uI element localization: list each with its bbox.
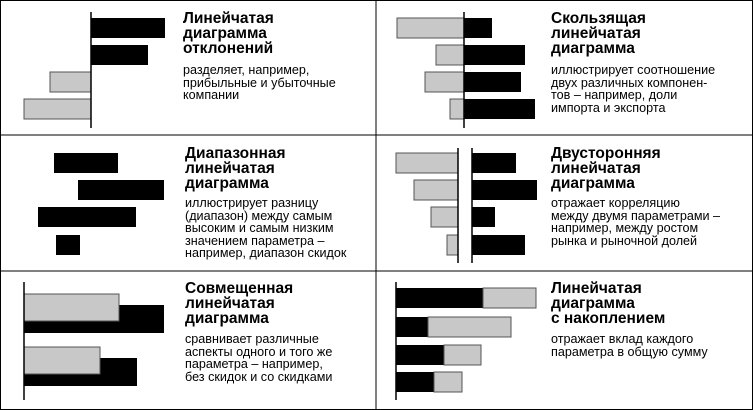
left-segment-bar: [425, 72, 464, 92]
right-bar: [472, 207, 495, 227]
right-bar: [472, 180, 537, 200]
stacked-bar-chart: [396, 282, 536, 400]
stack-segment-1: [396, 345, 444, 365]
left-segment-bar: [397, 18, 464, 38]
left-segment-bar: [436, 45, 464, 65]
negative-bar: [24, 99, 91, 119]
positive-bar: [91, 18, 165, 38]
left-bar: [414, 180, 458, 200]
panel-1-description: разделяет, например, прибыльные и убыточные компании: [183, 63, 336, 102]
left-bar: [447, 235, 458, 255]
stack-segment-1: [396, 372, 434, 392]
stack-segment-1: [396, 317, 428, 337]
right-bar: [472, 153, 516, 173]
stack-segment-2: [434, 372, 462, 392]
panel-6-description: отражает вклад каждого параметра в общую сумму: [551, 332, 708, 359]
left-bar: [396, 153, 458, 173]
bilateral-bar-chart: [396, 148, 537, 263]
panel-2-title: Скользящая линейчатая диаграмма: [551, 10, 646, 57]
panel-3-description: иллюстрирует разницу (диапазон) между самым высоким и самым низким значением параметра – например, диапазон скидок: [185, 196, 347, 260]
range-bar: [38, 207, 136, 227]
panel-4-description: отражает корреляцию между двумя параметрами – например, между ростом рынка и рыночной долей: [551, 196, 721, 248]
front-bar: [24, 347, 100, 374]
right-segment-bar: [464, 72, 521, 92]
stack-segment-2: [444, 345, 481, 365]
panel-2-description: иллюстрирует соотношение двух различных компонен- тов – например, доли импорта и экспорта: [551, 63, 716, 115]
stack-segment-1: [396, 288, 483, 308]
panel-6-title: Линейчатая диаграмма с накоплением: [551, 280, 666, 327]
range-bar: [56, 235, 80, 255]
deviation-bar-chart: [24, 12, 165, 128]
range-bar: [54, 153, 118, 173]
range-bar: [78, 180, 164, 200]
panel-4-title: Двусторонняя линейчатая диаграмма: [551, 145, 661, 192]
positive-bar: [91, 45, 148, 65]
panel-5-description: сравнивает различные аспекты одного и того же параметра – например, без скидок и со скидками: [185, 332, 333, 384]
panel-1-title: Линейчатая диаграмма отклонений: [183, 10, 274, 57]
right-segment-bar: [464, 99, 535, 119]
range-bar-chart: [38, 153, 164, 255]
stack-segment-2: [428, 317, 511, 337]
front-bar: [24, 294, 119, 321]
left-bar: [431, 207, 458, 227]
right-segment-bar: [464, 18, 492, 38]
panel-5-title: Совмещенная линейчатая диаграмма: [185, 280, 294, 327]
stack-segment-2: [483, 288, 536, 308]
negative-bar: [50, 72, 91, 92]
left-segment-bar: [450, 99, 464, 119]
sliding-bar-chart: [397, 12, 535, 128]
right-bar: [472, 235, 525, 255]
panel-3-title: Диапазонная линейчатая диаграмма: [185, 145, 286, 192]
right-segment-bar: [464, 45, 525, 65]
overlapping-bar-chart: [24, 282, 164, 400]
